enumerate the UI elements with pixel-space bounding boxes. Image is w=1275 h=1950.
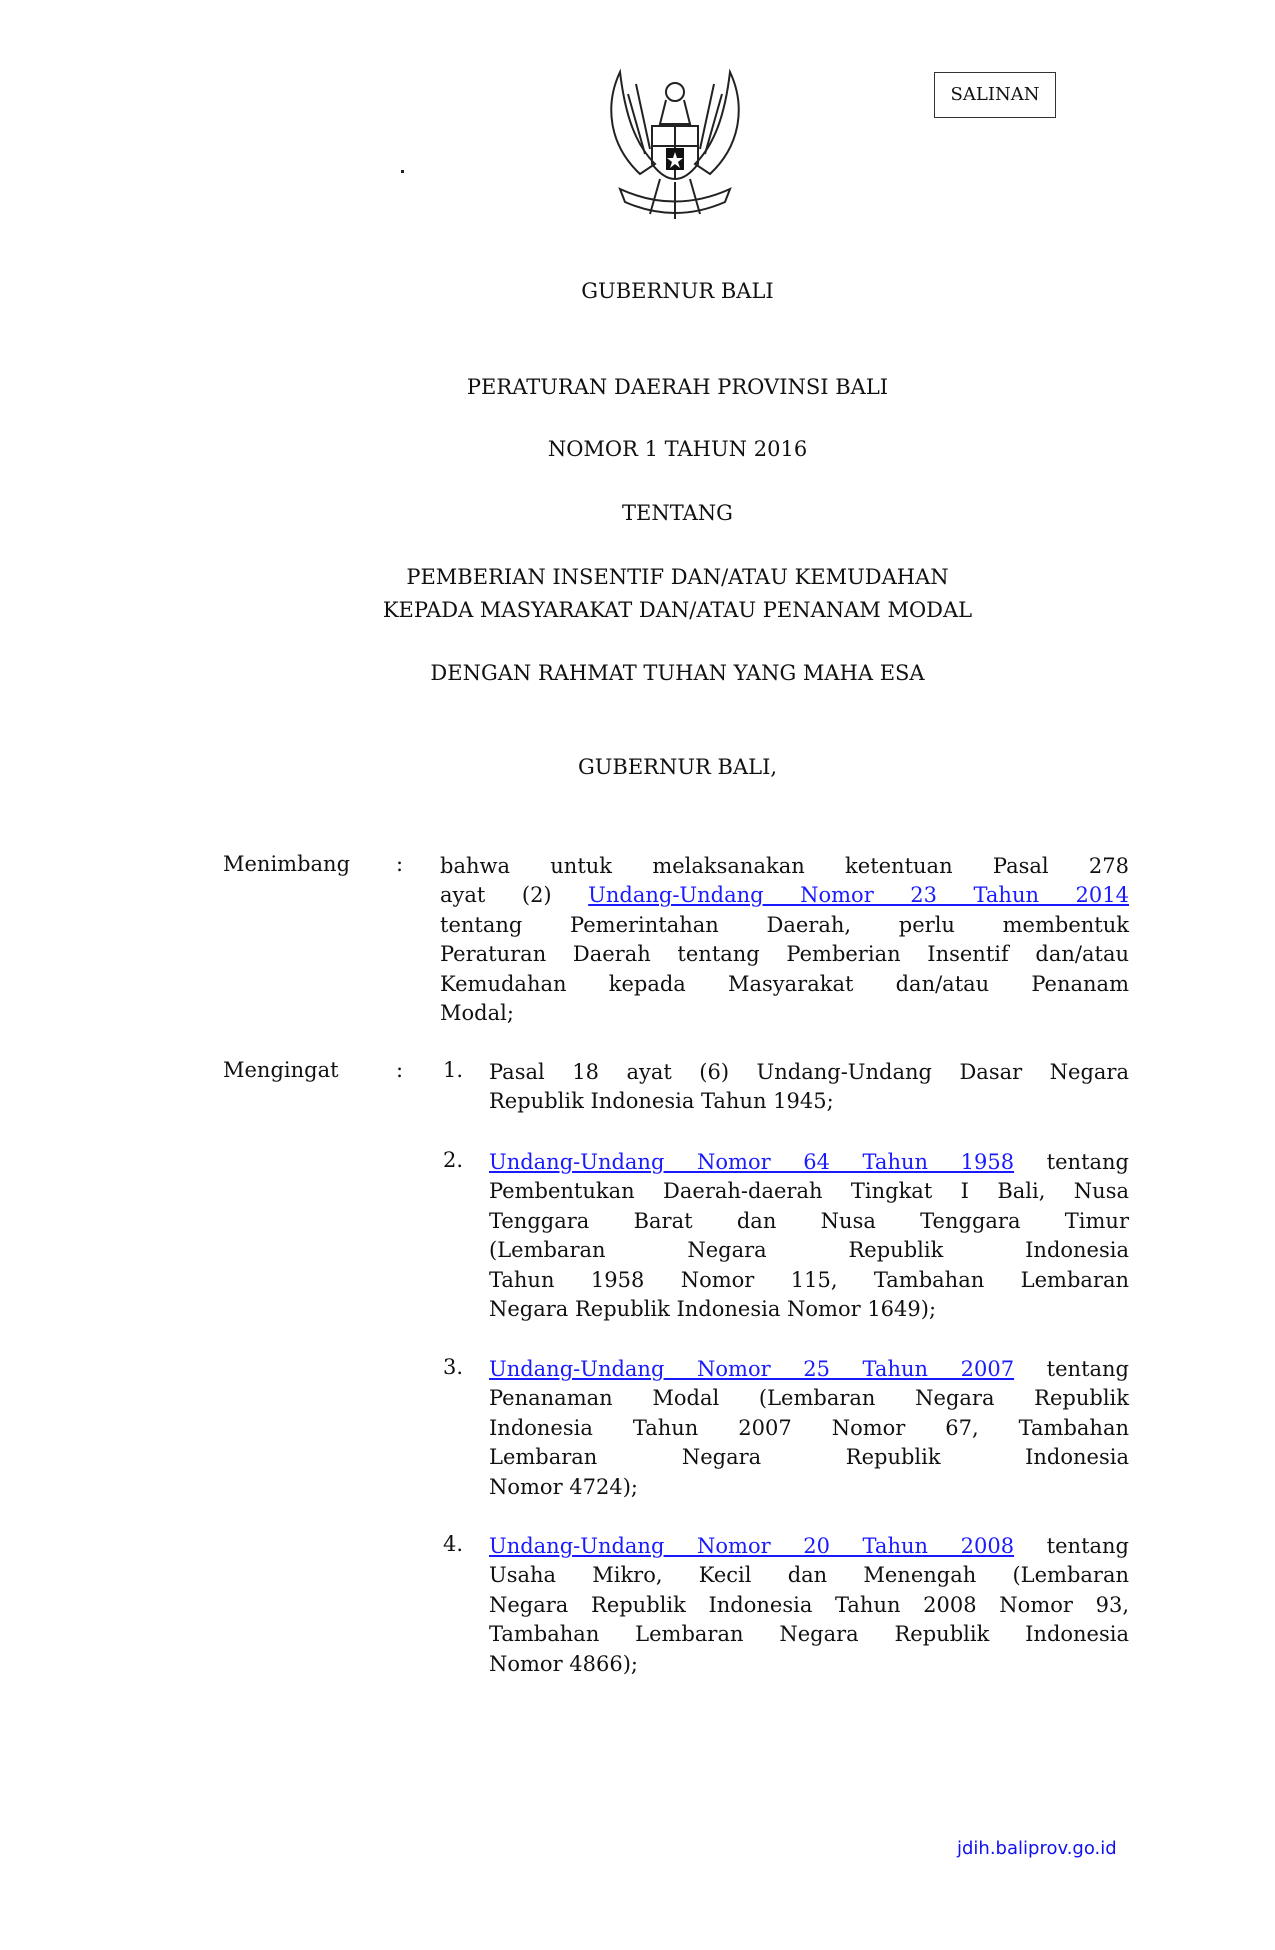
about-heading: TENTANG bbox=[622, 501, 733, 525]
text-segment: Indonesia Tahun 2007 Nomor 67, Tambahan bbox=[489, 1415, 1129, 1440]
law-reference-link[interactable]: Undang-Undang Nomor 64 Tahun 1958 bbox=[489, 1150, 1015, 1174]
text-segment: tentang Pemerintahan Daerah, perlu membentuk bbox=[440, 912, 1129, 937]
text-line bbox=[489, 1207, 1129, 1236]
text-segment: Negara Republik Indonesia Nomor 1649); bbox=[489, 1296, 937, 1321]
text-segment: Usaha Mikro, Kecil dan Menengah (Lembaran bbox=[489, 1563, 1129, 1588]
text-segment: Kemudahan kepada Masyarakat dan/atau Penanam bbox=[440, 971, 1129, 996]
text-line bbox=[489, 1266, 1129, 1295]
text-segment: Tenggara Barat dan Nusa Tenggara Timur bbox=[489, 1208, 1129, 1233]
salinan-stamp: SALINAN bbox=[934, 72, 1056, 118]
list-number: 3. bbox=[443, 1355, 464, 1379]
text-segment: Pembentukan Daerah-daerah Tingkat I Bali, Nusa bbox=[489, 1179, 1129, 1204]
title-line-1: PEMBERIAN INSENTIF DAN/ATAU KEMUDAHAN bbox=[406, 565, 949, 589]
text-segment: tentang bbox=[1014, 1150, 1129, 1174]
menimbang-label: Menimbang bbox=[223, 852, 351, 876]
text-segment: Tahun 1958 Nomor 115, Tambahan Lembaran bbox=[489, 1267, 1129, 1292]
text-line bbox=[489, 1650, 1129, 1679]
text-line bbox=[489, 1087, 1129, 1116]
issuer-comma: GUBERNUR BALI, bbox=[577, 755, 778, 779]
law-reference-link[interactable]: Undang-Undang Nomor 20 Tahun 2008 bbox=[489, 1534, 1015, 1558]
text-line bbox=[440, 852, 1129, 881]
invocation: DENGAN RAHMAT TUHAN YANG MAHA ESA bbox=[430, 661, 925, 685]
text-segment: Negara Republik Indonesia Tahun 2008 Nomor 93, bbox=[489, 1592, 1129, 1617]
text-line bbox=[489, 1620, 1129, 1649]
text-segment: Nomor 4724); bbox=[489, 1474, 638, 1499]
text-line bbox=[489, 1473, 1129, 1502]
text-line bbox=[489, 1414, 1129, 1443]
menimbang-colon: : bbox=[396, 852, 404, 876]
text-line bbox=[489, 1236, 1129, 1265]
text-line bbox=[440, 940, 1129, 969]
text-segment: (Lembaran Negara Republik Indonesia bbox=[489, 1238, 1129, 1263]
text-segment: bahwa untuk melaksanakan ketentuan Pasal 278 bbox=[440, 854, 1129, 878]
law-reference-link[interactable]: Undang-Undang Nomor 23 Tahun 2014 bbox=[588, 883, 1129, 908]
text-segment: Nomor 4866); bbox=[489, 1651, 638, 1676]
mengingat-colon: : bbox=[396, 1058, 404, 1082]
text-segment: Tambahan Lembaran Negara Republik Indonesia bbox=[489, 1622, 1129, 1647]
text-line bbox=[489, 1148, 1129, 1177]
text-line bbox=[489, 1561, 1129, 1590]
text-line bbox=[440, 999, 1129, 1028]
text-line bbox=[489, 1532, 1129, 1561]
text-line bbox=[440, 970, 1129, 999]
text-segment: Peraturan Daerah tentang Pemberian Insentif dan/atau bbox=[440, 942, 1129, 967]
list-item bbox=[489, 1148, 1129, 1324]
regulation-type: PERATURAN DAERAH PROVINSI BALI bbox=[466, 375, 889, 399]
text-segment: Republik Indonesia Tahun 1945; bbox=[489, 1089, 834, 1114]
footer-website[interactable]: jdih.baliprov.go.id bbox=[957, 1838, 1117, 1859]
text-segment: Pasal 18 ayat (6) Undang-Undang Dasar Negara bbox=[489, 1060, 1129, 1084]
menimbang-body bbox=[440, 852, 1129, 1028]
regulation-number: NOMOR 1 TAHUN 2016 bbox=[547, 437, 808, 461]
stray-dot bbox=[401, 170, 404, 173]
text-segment: ayat (2) bbox=[440, 883, 589, 908]
text-line bbox=[489, 1443, 1129, 1472]
text-line bbox=[489, 1295, 1129, 1324]
list-item bbox=[489, 1355, 1129, 1502]
text-line bbox=[489, 1355, 1129, 1384]
title-line-2: KEPADA MASYARAKAT DAN/ATAU PENANAM MODAL bbox=[382, 598, 973, 622]
list-number: 2. bbox=[443, 1148, 464, 1172]
text-segment: tentang bbox=[1014, 1534, 1129, 1558]
text-segment: Modal; bbox=[440, 1000, 514, 1025]
text-segment: Lembaran Negara Republik Indonesia bbox=[489, 1445, 1129, 1470]
text-line bbox=[489, 1591, 1129, 1620]
text-line bbox=[440, 911, 1129, 940]
text-segment: tentang bbox=[1014, 1357, 1129, 1381]
list-number: 1. bbox=[443, 1058, 464, 1082]
text-line bbox=[440, 881, 1129, 910]
mengingat-label: Mengingat bbox=[223, 1058, 339, 1082]
list-number: 4. bbox=[443, 1532, 464, 1556]
text-line bbox=[489, 1177, 1129, 1206]
list-item bbox=[489, 1058, 1129, 1117]
text-line bbox=[489, 1384, 1129, 1413]
garuda-emblem-icon bbox=[600, 64, 750, 228]
text-line bbox=[489, 1058, 1129, 1087]
issuer-heading: GUBERNUR BALI bbox=[581, 279, 774, 303]
list-item bbox=[489, 1532, 1129, 1679]
text-segment: Penanaman Modal (Lembaran Negara Republik bbox=[489, 1386, 1129, 1411]
law-reference-link[interactable]: Undang-Undang Nomor 25 Tahun 2007 bbox=[489, 1357, 1015, 1381]
